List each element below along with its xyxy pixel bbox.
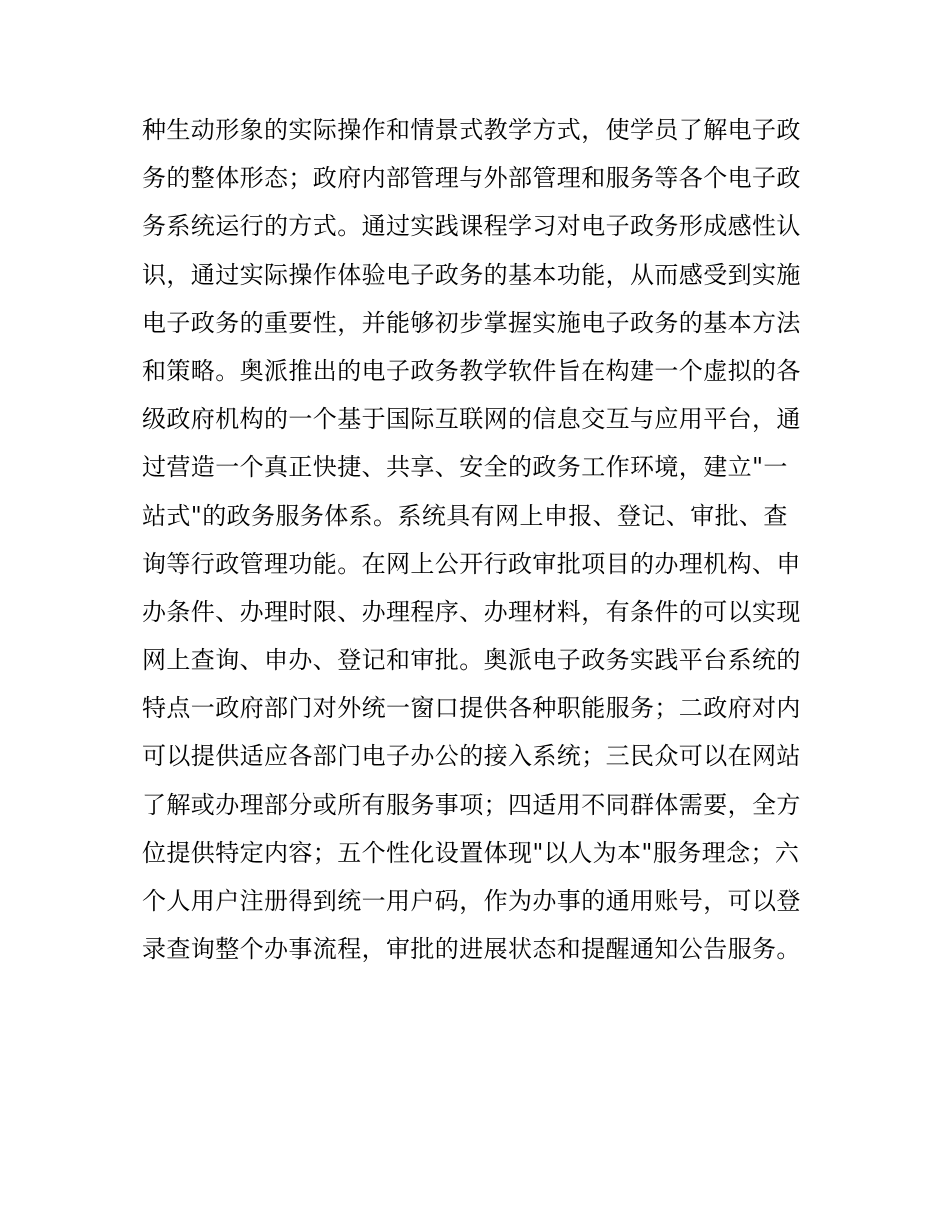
text-line: 询等行政管理功能。在网上公开行政审批项目的办理机构、申 [142, 549, 801, 578]
text-line: 电子政务的重要性，并能够初步掌握实施电子政务的基本方法 [142, 308, 801, 337]
text-line: 了解或办理部分或所有服务事项；四适用不同群体需要，全方 [142, 790, 801, 819]
text-line: 级政府机构的一个基于国际互联网的信息交互与应用平台，通 [142, 405, 801, 434]
text-line: 识，通过实际操作体验电子政务的基本功能，从而感受到实施 [142, 260, 801, 289]
text-line: 务系统运行的方式。通过实践课程学习对电子政务形成感性认 [142, 212, 801, 241]
text-line: 过营造一个真正快捷、共享、安全的政务工作环境，建立"一 [142, 453, 788, 482]
text-line: 个人用户注册得到统一用户码，作为办事的通用账号，可以登 [142, 887, 801, 915]
text-line: 务的整体形态；政府内部管理与外部管理和服务等各个电子政 [142, 164, 801, 193]
text-line: 办条件、办理时限、办理程序、办理材料，有条件的可以实现 [142, 597, 801, 626]
text-line: 特点一政府部门对外统一窗口提供各种职能服务；二政府对内 [142, 694, 801, 723]
body-paragraph [142, 106, 842, 973]
text-line: 可以提供适应各部门电子办公的接入系统；三民众可以在网站 [142, 742, 801, 771]
text-line: 种生动形象的实际操作和情景式教学方式，使学员了解电子政 [142, 116, 801, 144]
text-line: 和策略。奥派推出的电子政务教学软件旨在构建一个虚拟的各 [142, 356, 801, 385]
text-line: 网上查询、申办、登记和审批。奥派电子政务实践平台系统的 [142, 646, 801, 675]
text-line: 位提供特定内容；五个性化设置体现"以人为本"服务理念；六 [142, 838, 800, 867]
text-line: 站式"的政务服务体系。系统具有网上申报、登记、审批、查 [142, 501, 788, 530]
text-line: 录查询整个办事流程，审批的进展状态和提醒通知公告服务。 [142, 935, 801, 964]
